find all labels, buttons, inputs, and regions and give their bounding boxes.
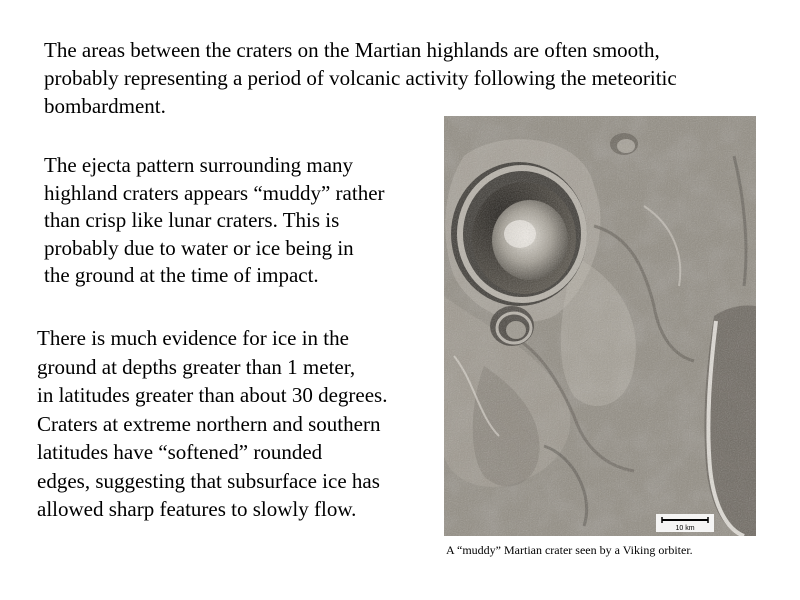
crater-photo — [444, 116, 756, 536]
ice-evidence-paragraph — [37, 324, 387, 524]
text-line: probably representing a period of volcanic activity following the meteoritic — [44, 66, 677, 90]
text-line: Craters at extreme northern and southern — [37, 411, 381, 436]
text-line: ground at depths greater than 1 meter, — [37, 354, 356, 379]
text-line: in latitudes greater than about 30 degrees. — [37, 383, 388, 407]
scale-bar — [656, 514, 714, 532]
text-line: There is much evidence for ice in the — [37, 326, 349, 350]
text-line: latitudes have “softened” rounded — [37, 440, 323, 464]
text-line: The ejecta pattern surrounding many — [44, 153, 354, 177]
text-line: edges, suggesting that subsurface ice has — [37, 468, 380, 493]
text-line: allowed sharp features to slowly flow. — [37, 497, 357, 521]
text-line: the ground at the time of impact. — [44, 263, 319, 287]
scale-label: 10 km — [675, 525, 695, 532]
text-line: highland craters appears “muddy” rather — [44, 180, 385, 205]
text-line: than crisp like lunar craters. This is — [44, 208, 340, 232]
text-line: probably due to water or ice being in — [44, 235, 354, 260]
ejecta-paragraph — [44, 152, 385, 290]
text-line: The areas between the craters on the Martian highlands are often smooth, — [44, 38, 660, 62]
text-line: bombardment. — [44, 94, 166, 118]
intro-paragraph — [44, 36, 677, 120]
figure-caption: A “muddy” Martian crater seen by a Viking orbiter. — [446, 543, 693, 557]
